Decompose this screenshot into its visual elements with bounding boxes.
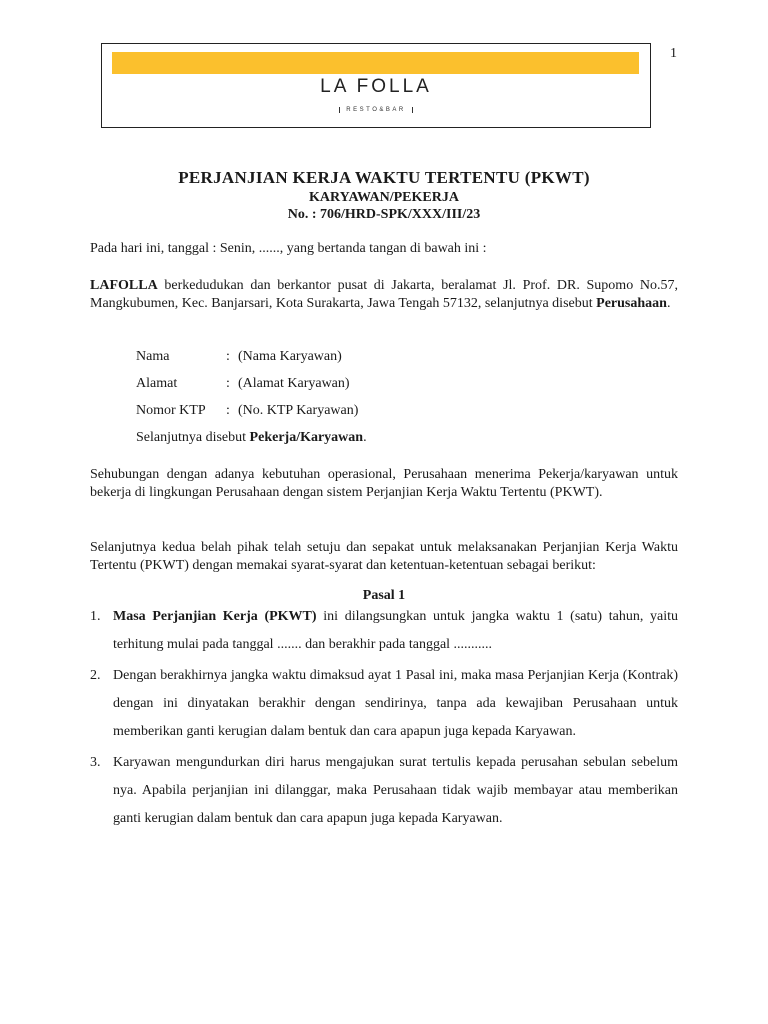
employee-colon: : (226, 349, 230, 364)
list-item-number: 3. (90, 755, 101, 770)
employee-value: (No. KTP Karyawan) (238, 403, 359, 418)
list-item-bold: Masa Perjanjian Kerja (PKWT) (113, 609, 317, 624)
employee-value: (Alamat Karyawan) (238, 376, 350, 391)
article-title: Pasal 1 (362, 588, 406, 603)
letterhead-band (112, 52, 639, 74)
company-paragraph (90, 277, 678, 313)
list-item-body: Karyawan mengundurkan diri harus mengajukan surat tertulis kepada perusahan sebulan sebelum nya. Apabila perjanjian ini dilanggar, maka Perusahaan tidak wajib membayar atau memberikan ganti kerugian dalam bentuk dan cara apapun juga kepada Karyawan. (113, 755, 678, 826)
list-item-body: Dengan berakhirnya jangka waktu dimaksud ayat 1 Pasal ini, maka masa Perjanjian Kerja (Kontrak) dengan ini dinyatakan berakhir dengan sendirinya, tanpa ada kewajiban Perusahaan untuk memberikan ganti kerugian dalam bentuk dan cara apapun juga kepada Karyawan. (113, 668, 678, 739)
employee-value: (Nama Karyawan) (238, 349, 342, 364)
letterhead (101, 43, 651, 128)
employee-alias-end: . (363, 430, 367, 445)
employee-row (136, 375, 367, 402)
employee-label: Alamat (136, 376, 178, 391)
document-title: PERJANJIAN KERJA WAKTU TERTENTU (PKWT) (178, 168, 590, 187)
company-name: LAFOLLA (90, 278, 158, 293)
list-item (90, 603, 678, 659)
list-item-text (113, 603, 678, 659)
list-item-number: 2. (90, 668, 101, 683)
logo-name: LA FOLLA (320, 76, 432, 97)
employee-label: Nomor KTP (136, 403, 206, 418)
employee-colon: : (226, 376, 230, 391)
employee-row (136, 348, 367, 375)
employee-alias: Pekerja/Karyawan (249, 430, 364, 445)
document-number: No. : 706/HRD-SPK/XXX/III/23 (287, 207, 481, 222)
employee-row (136, 402, 367, 429)
employee-label: Nama (136, 349, 170, 364)
employee-alias-prefix: Selanjutnya disebut (136, 430, 250, 445)
employee-colon: : (226, 403, 230, 418)
company-logo (102, 76, 650, 116)
article-list (90, 603, 678, 836)
company-alias: Perusahaan (596, 296, 667, 311)
list-item-number: 1. (90, 609, 101, 624)
list-item (90, 749, 678, 833)
employee-details (136, 348, 367, 456)
company-alias-end: . (666, 296, 671, 311)
operational-paragraph: Sehubungan dengan adanya kebutuhan operasional, Perusahaan menerima Pekerja/karyawan untuk bekerja di lingkungan Perusahaan dengan sistem Perjanjian Kerja Waktu Tertentu (PKWT). (90, 467, 678, 500)
page-number: 1 (670, 46, 677, 61)
logo-tagline: RESTO&BAR (339, 107, 412, 113)
employee-alias-line (136, 429, 367, 456)
list-item (90, 662, 678, 746)
title-block (0, 168, 768, 223)
list-item-body: ini dilangsungkan untuk jangka waktu 1 (satu) tahun, yaitu terhitung mulai pada tanggal ....... dan berakhir pada tanggal ........... (113, 609, 679, 652)
document-subtitle: KARYAWAN/PEKERJA (309, 190, 459, 205)
agreement-paragraph: Selanjutnya kedua belah pihak telah setuju dan sepakat untuk melaksanakan Perjanjian Kerja Waktu Tertentu (PKWT) dengan memakai syarat-syarat dan ketentuan-ketentuan sebagai berikut: (90, 540, 678, 573)
intro-paragraph: Pada hari ini, tanggal : Senin, ......, yang bertanda tangan di bawah ini : (90, 241, 487, 256)
company-description: berkedudukan dan berkantor pusat di Jakarta, beralamat Jl. Prof. DR. Supomo No.57, Mangkubumen, Kec. Banjarsari, Kota Surakarta, Jawa Tengah 57132, selanjutnya disebut (90, 278, 678, 311)
